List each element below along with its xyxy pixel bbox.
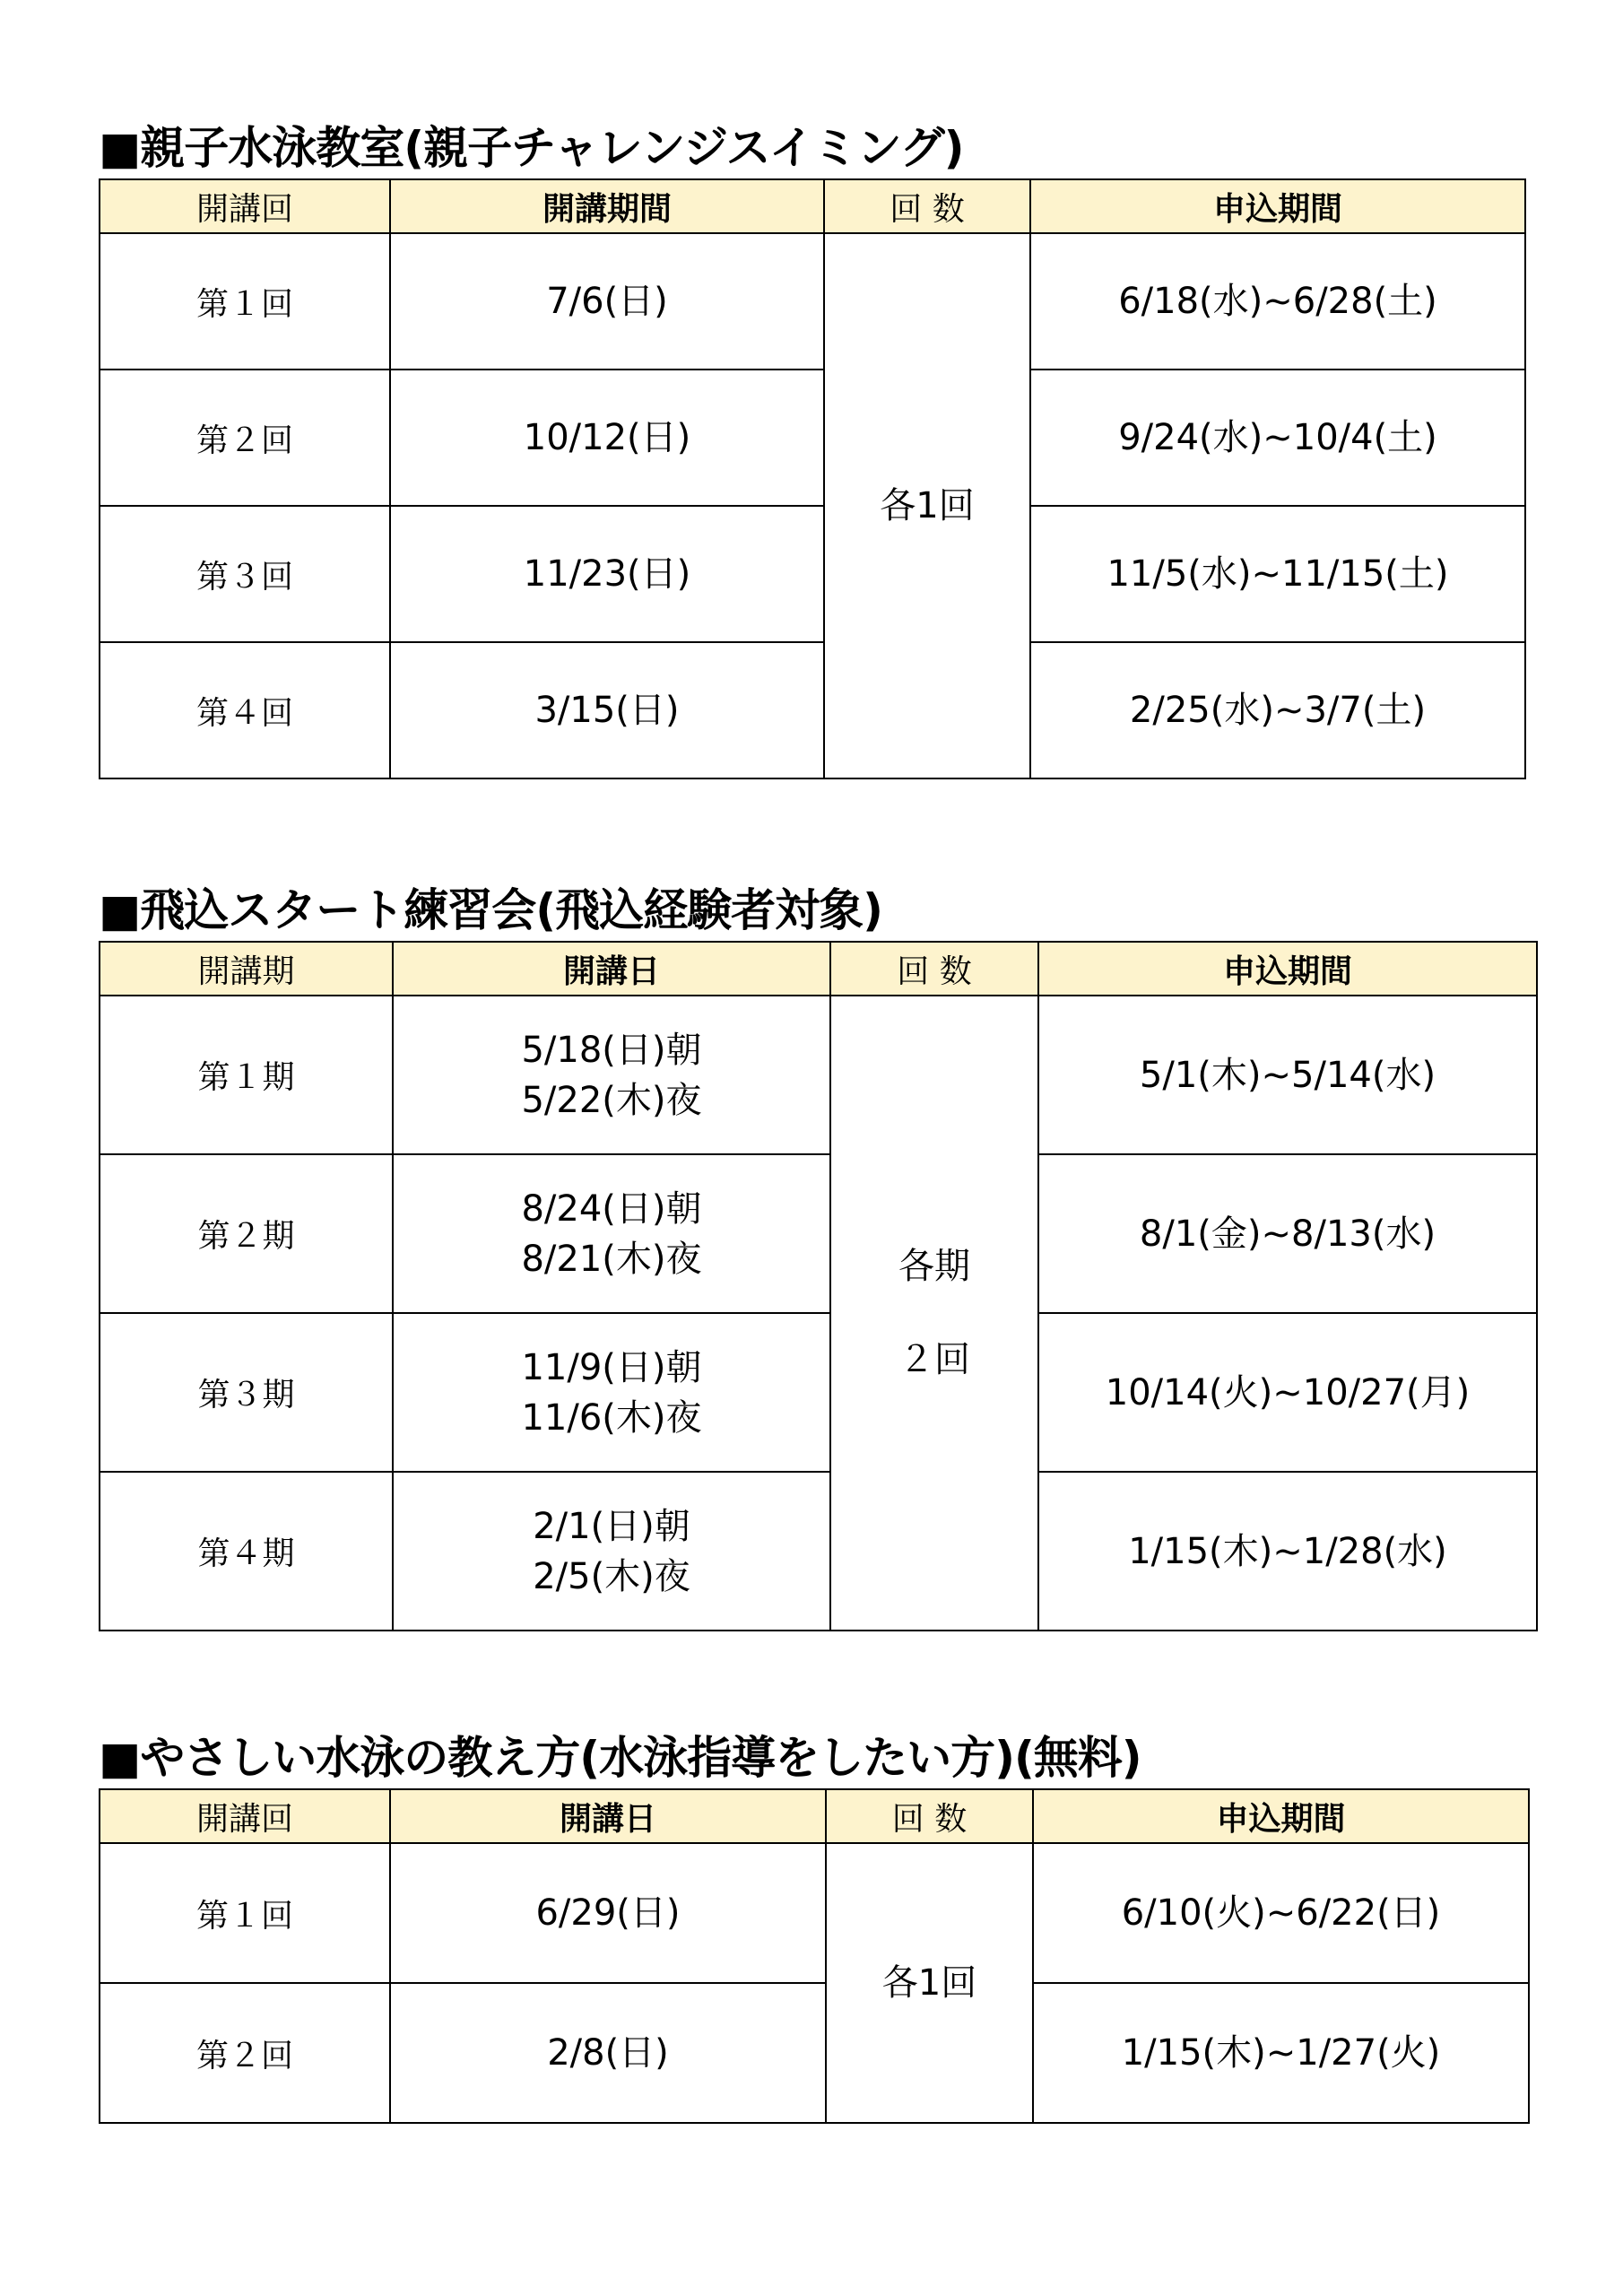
session-label: 第４期	[100, 1472, 393, 1631]
session-dates	[393, 1154, 830, 1313]
session-label: 第４回	[100, 642, 390, 778]
table-row	[100, 1313, 1537, 1472]
session-date: 2/8(日)	[390, 1983, 826, 2123]
date-evening: 11/6(木)夜	[521, 1396, 702, 1439]
header-session: 開講期	[100, 942, 393, 996]
session-date: 11/23(日)	[390, 506, 824, 642]
section-dive-start-practice	[99, 883, 1538, 1631]
table-row	[100, 1472, 1537, 1631]
header-session: 開講回	[100, 1789, 390, 1843]
schedule-table	[99, 1788, 1530, 2124]
application-period: 8/1(金)~8/13(水)	[1038, 1154, 1537, 1313]
table-row	[100, 1154, 1537, 1313]
session-dates	[393, 1472, 830, 1631]
section-title: ■飛込スタート練習会(飛込経験者対象)	[99, 884, 882, 936]
table-row	[100, 996, 1537, 1154]
session-date: 3/15(日)	[390, 642, 824, 778]
header-application-period: 申込期間	[1033, 1789, 1529, 1843]
date-morning: 11/9(日)朝	[521, 1346, 702, 1388]
table-row	[100, 370, 1525, 506]
date-morning: 2/1(日)朝	[533, 1505, 690, 1547]
header-date: 開講日	[390, 1789, 826, 1843]
session-label: 第３回	[100, 506, 390, 642]
session-label: 第２期	[100, 1154, 393, 1313]
session-count	[830, 996, 1038, 1631]
date-evening: 2/5(木)夜	[533, 1555, 690, 1597]
date-morning: 8/24(日)朝	[521, 1187, 702, 1230]
session-label: 第２回	[100, 370, 390, 506]
header-count: 回 数	[830, 942, 1038, 996]
header-period: 開講期間	[390, 179, 824, 233]
session-count: 各1回	[826, 1843, 1033, 2123]
count-line-1: 各期	[898, 1246, 970, 1287]
session-label: 第１回	[100, 1843, 390, 1983]
date-evening: 5/22(木)夜	[521, 1079, 702, 1121]
application-period: 6/18(水)~6/28(土)	[1030, 233, 1525, 370]
section-easy-swim-teaching	[99, 1731, 1530, 2124]
table-header-row	[100, 1789, 1529, 1843]
table-row	[100, 506, 1525, 642]
application-period: 2/25(水)~3/7(土)	[1030, 642, 1525, 778]
table-header-row	[100, 942, 1537, 996]
header-application-period: 申込期間	[1038, 942, 1537, 996]
section-parent-child-swim	[99, 121, 1526, 779]
schedule-table	[99, 941, 1538, 1631]
session-count: 各1回	[824, 233, 1030, 778]
count-line-2: ２回	[898, 1339, 970, 1380]
date-evening: 8/21(木)夜	[521, 1238, 702, 1280]
header-application-period: 申込期間	[1030, 179, 1525, 233]
application-period: 1/15(木)~1/27(火)	[1033, 1983, 1529, 2123]
session-label: 第３期	[100, 1313, 393, 1472]
application-period: 11/5(水)~11/15(土)	[1030, 506, 1525, 642]
application-period: 5/1(木)~5/14(水)	[1038, 996, 1537, 1154]
section-title: ■親子水泳教室(親子チャレンジスイミング)	[99, 122, 964, 174]
header-count: 回 数	[824, 179, 1030, 233]
header-date: 開講日	[393, 942, 830, 996]
session-dates	[393, 996, 830, 1154]
table-row	[100, 233, 1525, 370]
application-period: 6/10(火)~6/22(日)	[1033, 1843, 1529, 1983]
session-label: 第２回	[100, 1983, 390, 2123]
application-period: 9/24(水)~10/4(土)	[1030, 370, 1525, 506]
session-date: 7/6(日)	[390, 233, 824, 370]
header-count: 回 数	[826, 1789, 1033, 1843]
session-label: 第１期	[100, 996, 393, 1154]
session-date: 6/29(日)	[390, 1843, 826, 1983]
date-morning: 5/18(日)朝	[521, 1029, 702, 1071]
section-title: ■やさしい水泳の教え方(水泳指導をしたい方)(無料)	[99, 1732, 1141, 1784]
session-date: 10/12(日)	[390, 370, 824, 506]
table-row	[100, 1843, 1529, 1983]
session-label: 第１回	[100, 233, 390, 370]
header-session: 開講回	[100, 179, 390, 233]
application-period: 10/14(火)~10/27(月)	[1038, 1313, 1537, 1472]
schedule-table	[99, 178, 1526, 779]
application-period: 1/15(木)~1/28(水)	[1038, 1472, 1537, 1631]
table-row	[100, 1983, 1529, 2123]
table-row	[100, 642, 1525, 778]
session-dates	[393, 1313, 830, 1472]
table-header-row	[100, 179, 1525, 233]
